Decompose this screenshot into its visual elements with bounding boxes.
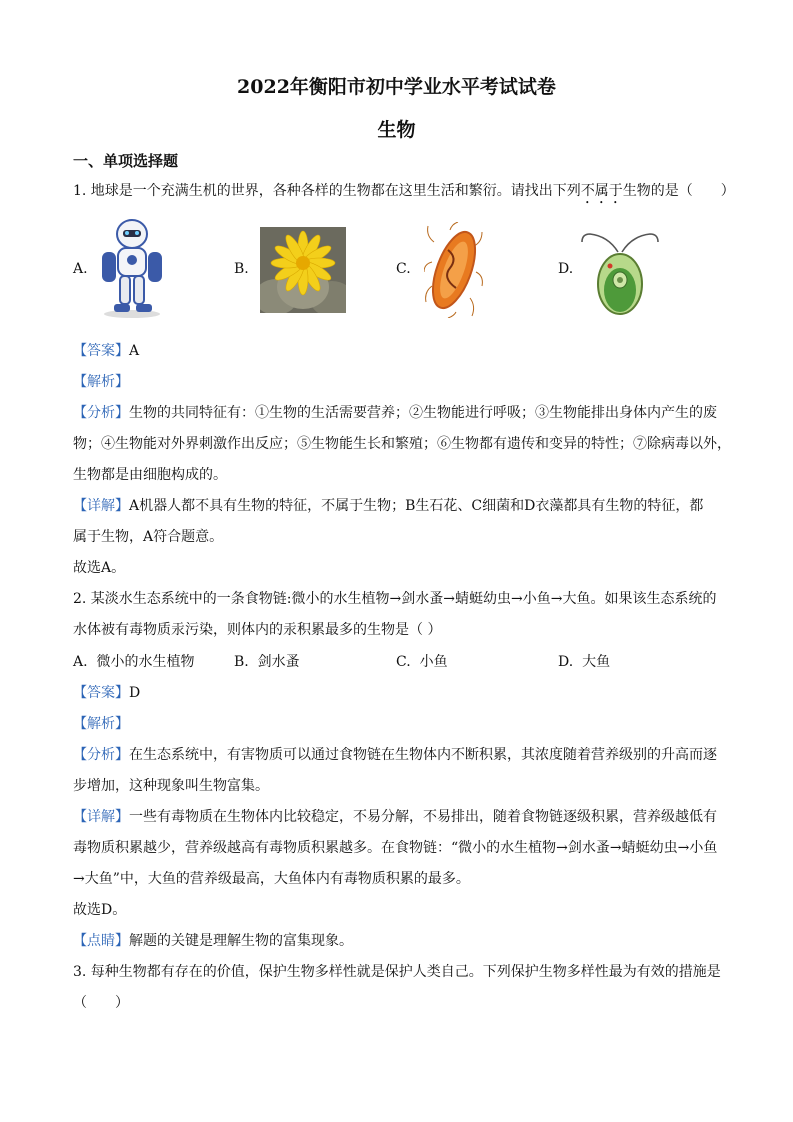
q1-analysis-tag: 【解析】: [73, 374, 129, 390]
q2-option-a: A. 微小的水生植物: [73, 654, 195, 670]
question-1-stem: 1. 地球是一个充满生机的世界，各种各样的生物都在这里生活和繁衍。请找出下列不属于生物的是（ ）: [73, 183, 735, 199]
question-2-stem-line-2: 水体被有毒物质汞污染，则体内的汞积累最多的生物是（ ）: [73, 622, 442, 638]
subject-title: 生物: [377, 119, 416, 141]
q2-fenxi-line-2: 步增加，这种现象叫生物富集。: [73, 778, 269, 794]
bacterium-image: [424, 222, 484, 318]
q2-option-d: D. 大鱼: [558, 654, 611, 670]
q1-fenxi-line-3: 生物都是由细胞构成的。: [73, 467, 227, 483]
q2-detail-line-3: →大鱼”中，大鱼的营养级最高，大鱼体内有毒物质积累的最多。: [73, 871, 470, 887]
stone-flower-image: [260, 227, 346, 313]
q2-detail-line-2: 毒物质积累越少，营养级越高有毒物质积累越多。在食物链：“微小的水生植物→剑水蚤→蜻蜓幼虫→小鱼: [73, 840, 718, 856]
q2-conclusion: 故选D。: [73, 902, 127, 918]
q1-option-b-label: B.: [234, 261, 249, 277]
q1-fenxi-line-2: 物；④生物能对外界刺激作出反应；⑤生物能生长和繁殖；⑥生物都有遗传和变异的特性；⑦除病毒以外，: [73, 436, 731, 452]
q1-detail-line-2: 属于生物，A符合题意。: [73, 529, 224, 545]
q2-option-b: B. 剑水蚤: [234, 654, 300, 670]
q1-conclusion: 故选A。: [73, 560, 126, 576]
q1-fenxi-line-1: 【分析】生物的共同特征有：①生物的生活需要营养；②生物能进行呼吸；③生物能排出身体内产生的废: [73, 405, 717, 421]
document-title: 2022年衡阳市初中学业水平考试试卷: [237, 76, 556, 98]
q1-option-a-label: A.: [73, 261, 88, 277]
question-3-stem-line-2: （ ）: [73, 995, 129, 1011]
q1-option-d-label: D.: [558, 261, 574, 277]
chlamydomonas-image: [580, 226, 660, 318]
question-3-stem-line-1: 3. 每种生物都有存在的价值，保护生物多样性就是保护人类自己。下列保护生物多样性最为有效的措施是: [73, 964, 721, 980]
question-2-stem-line-1: 2. 某淡水生态系统中的一条食物链:微小的水生植物→剑水蚤→蜻蜓幼虫→小鱼→大鱼。如果该生态系统的: [73, 591, 717, 607]
robot-image: [96, 216, 168, 318]
q2-analysis-tag: 【解析】: [73, 716, 129, 732]
q1-option-c-label: C.: [396, 261, 411, 277]
q2-answer: 【答案】D: [73, 685, 141, 701]
q1-detail-line-1: 【详解】A机器人都不具有生物的特征，不属于生物；B生石花、C细菌和D衣藻都具有生物的特征，都: [73, 498, 704, 514]
q2-option-c: C. 小鱼: [396, 654, 448, 670]
section-heading: 一、单项选择题: [73, 152, 179, 170]
q2-comment: 【点睛】解题的关键是理解生物的富集现象。: [73, 933, 353, 949]
q2-detail-line-1: 【详解】一些有毒物质在生物体内比较稳定，不易分解，不易排出，随着食物链逐级积累，营养级越低有: [73, 809, 717, 825]
q1-answer: 【答案】A: [73, 343, 140, 359]
q2-fenxi-line-1: 【分析】在生态系统中，有害物质可以通过食物链在生物体内不断积累，其浓度随着营养级别的升高而逐: [73, 747, 717, 763]
